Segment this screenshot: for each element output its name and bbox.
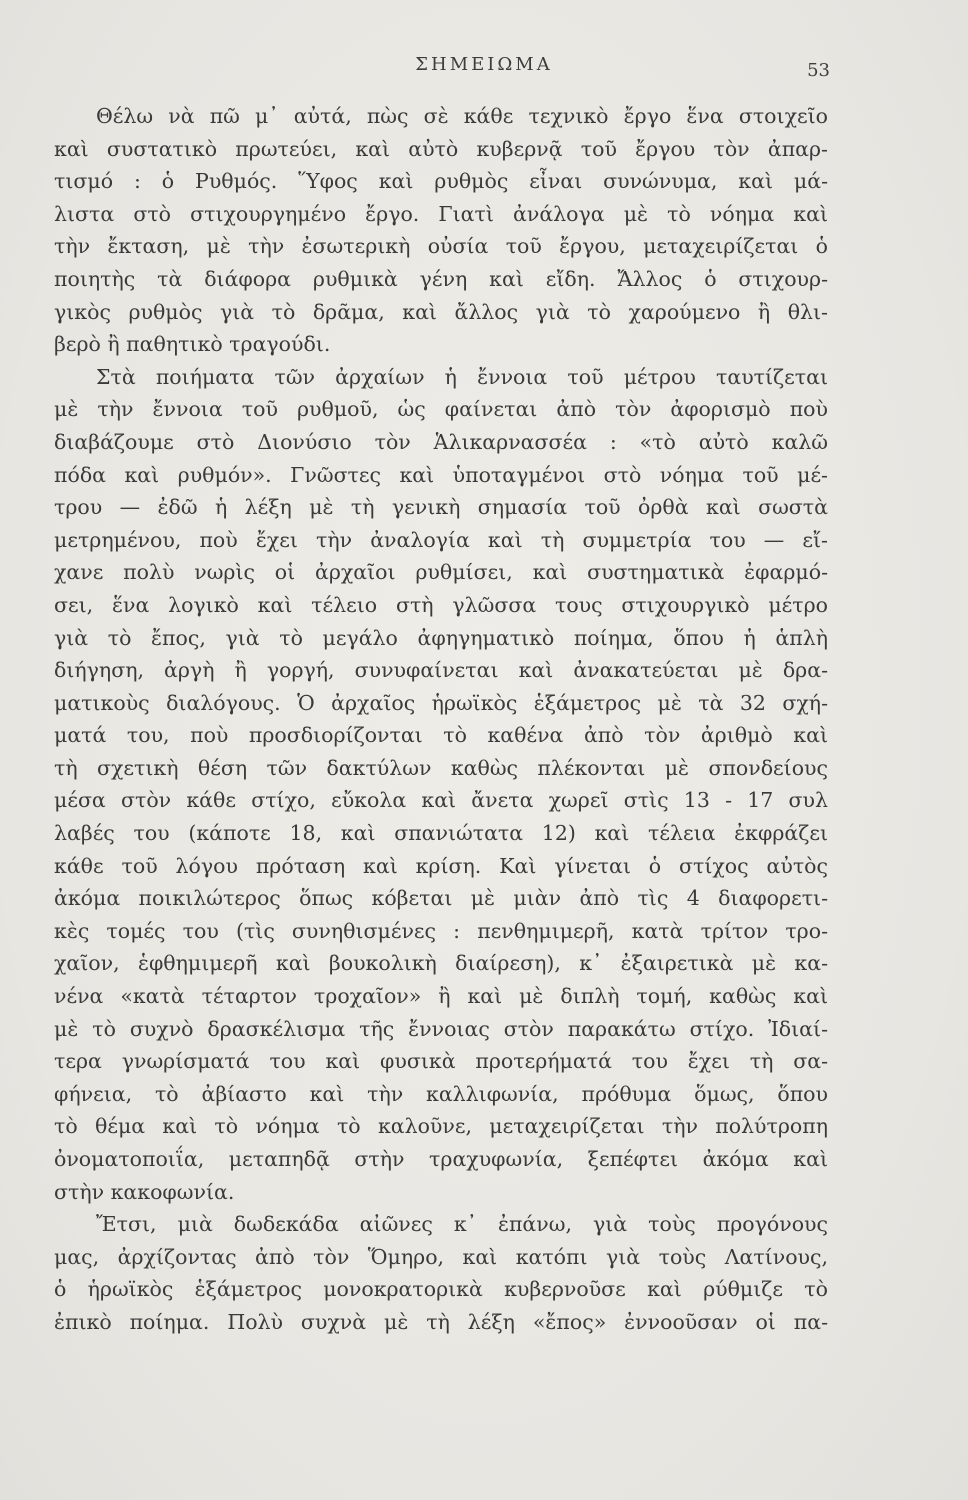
text-line: μας, ἀρχίζοντας ἀπὸ τὸν Ὅμηρο, καὶ κατόπι γιὰ τοὺς Λατίνους, — [54, 1244, 828, 1269]
text-line: γιὰ τὸ ἔπος, γιὰ τὸ μεγάλο ἀφηγηματικὸ ποίημα, ὅπου ἡ ἁπλὴ — [54, 625, 828, 650]
text-line: ματικοὺς διαλόγους. Ὁ ἀρχαῖος ἡρωϊκὸς ἑξάμετρος μὲ τὰ 32 σχή- — [54, 690, 828, 715]
page-header — [0, 50, 968, 90]
text-line: ὁ ἡρωϊκὸς ἑξάμετρος μονοκρατορικὰ κυβερνοῦσε καὶ ρύθμιζε τὸ — [54, 1277, 828, 1302]
text-line: Ἔτσι, μιὰ δωδεκάδα αἰῶνες κ᾽ ἐπάνω, γιὰ τοὺς προγόνους — [96, 1212, 828, 1237]
text-line: Στὰ ποιήματα τῶν ἀρχαίων ἡ ἔννοια τοῦ μέτρου ταυτίζεται — [96, 364, 828, 389]
text-line: τερα γνωρίσματά του καὶ φυσικὰ προτερήματά του ἔχει τὴ σα- — [54, 1049, 828, 1074]
text-line: μέσα στὸν κάθε στίχο, εὔκολα καὶ ἄνετα χωρεῖ στὶς 13 - 17 συλ — [54, 788, 828, 813]
text-line: τρου — ἐδῶ ἡ λέξη μὲ τὴ γενικὴ σημασία τοῦ ὀρθὰ καὶ σωστὰ — [54, 495, 828, 520]
text-line: τὴ σχετικὴ θέση τῶν δακτύλων καθὼς πλέκονται μὲ σπονδείους — [54, 755, 828, 780]
running-head: ΣΗΜΕΙΩΜΑ — [415, 54, 553, 75]
text-line: τὸ θέμα καὶ τὸ νόημα τὸ καλοῦνε, μεταχειρίζεται τὴν πολύτροπη — [54, 1114, 828, 1139]
text-line: ποιητὴς τὰ διάφορα ρυθμικὰ γένη καὶ εἴδη. Ἄλλος ὁ στιχουρ- — [54, 266, 828, 291]
text-line: διαβάζουμε στὸ Διονύσιο τὸν Ἁλικαρνασσέα : «τὸ αὐτὸ καλῶ — [54, 429, 828, 454]
text-line: τὴν ἔκταση, μὲ τὴν ἐσωτερικὴ οὐσία τοῦ ἔργου, μεταχειρίζεται ὁ — [54, 234, 828, 259]
text-line: λιστα στὸ στιχουργημένο ἔργο. Γιατὶ ἀνάλογα μὲ τὸ νόημα καὶ — [54, 201, 828, 226]
body-text — [54, 100, 828, 1339]
text-line: νένα «κατὰ τέταρτον τροχαῖον» ἢ καὶ μὲ διπλὴ τομή, καθὼς καὶ — [54, 984, 828, 1009]
text-line: ἐπικὸ ποίημα. Πολὺ συχνὰ μὲ τὴ λέξη «ἔπος» ἐννοοῦσαν οἱ πα- — [54, 1309, 828, 1334]
text-line: Θέλω νὰ πῶ μ᾽ αὐτά, πὼς σὲ κάθε τεχνικὸ ἔργο ἕνα στοιχεῖο — [96, 104, 828, 128]
text-line: στὴν κακοφωνία. — [54, 1179, 235, 1204]
text-line: μετρημένου, ποὺ ἔχει τὴν ἀναλογία καὶ τὴ συμμετρία του — εἴ- — [54, 527, 828, 552]
text-line: κὲς τομές του (τὶς συνηθισμένες : πενθημιμερῆ, κατὰ τρίτον τρο- — [54, 918, 828, 943]
text-line: διήγηση, ἀργὴ ἢ γοργή, συνυφαίνεται καὶ ἀνακατεύεται μὲ δρα- — [54, 658, 828, 683]
text-line: χανε πολὺ νωρὶς οἱ ἀρχαῖοι ρυθμίσει, καὶ συστηματικὰ ἐφαρμό- — [54, 560, 828, 585]
text-line: φήνεια, τὸ ἀβίαστο καὶ τὴν καλλιφωνία, πρόθυμα ὅμως, ὅπου — [54, 1081, 828, 1106]
text-line: γικὸς ρυθμὸς γιὰ τὸ δρᾶμα, καὶ ἄλλος γιὰ τὸ χαρούμενο ἢ θλι- — [54, 299, 828, 324]
text-line: μὲ τὴν ἔννοια τοῦ ρυθμοῦ, ὡς φαίνεται ἀπὸ τὸν ἀφορισμὸ ποὺ — [54, 397, 828, 422]
text-line: καὶ συστατικὸ πρωτεύει, καὶ αὐτὸ κυβερνᾷ τοῦ ἔργου τὸν ἀπαρ- — [54, 136, 828, 161]
page-number: 53 — [807, 60, 830, 81]
text-line: ματά του, ποὺ προσδιορίζονται τὸ καθένα ἀπὸ τὸν ἀριθμὸ καὶ — [54, 723, 828, 748]
text-line: λαβές του (κάποτε 18, καὶ σπανιώτατα 12) καὶ τέλεια ἐκφράζει — [54, 821, 828, 846]
text-line: πόδα καὶ ρυθμόν». Γνῶστες καὶ ὑποταγμένοι στὸ νόημα τοῦ μέ- — [54, 462, 828, 487]
text-line: μὲ τὸ συχνὸ δρασκέλισμα τῆς ἔννοιας στὸν παρακάτω στίχο. Ἰδιαί- — [54, 1016, 828, 1041]
text-line: κάθε τοῦ λόγου πρόταση καὶ κρίση. Καὶ γίνεται ὁ στίχος αὐτὸς — [54, 853, 828, 878]
text-line: ὀνοματοποιΐα, μεταπηδᾷ στὴν τραχυφωνία, ξεπέφτει ἀκόμα καὶ — [54, 1147, 828, 1171]
text-line: βερὸ ἢ παθητικὸ τραγούδι. — [54, 332, 331, 357]
text-line: ἀκόμα ποικιλώτερος ὅπως κόβεται μὲ μιὰν ἀπὸ τὶς 4 διαφορετι- — [54, 886, 828, 911]
text-line: χαῖον, ἑφθημιμερῆ καὶ βουκολικὴ διαίρεση), κ᾽ ἐξαιρετικὰ μὲ κα- — [54, 951, 828, 976]
text-line: τισμό : ὁ Ρυθμός. Ὕφος καὶ ρυθμὸς εἶναι συνώνυμα, καὶ μά- — [54, 169, 828, 194]
text-line: σει, ἕνα λογικὸ καὶ τέλειο στὴ γλῶσσα τους στιχουργικὸ μέτρο — [54, 592, 828, 617]
